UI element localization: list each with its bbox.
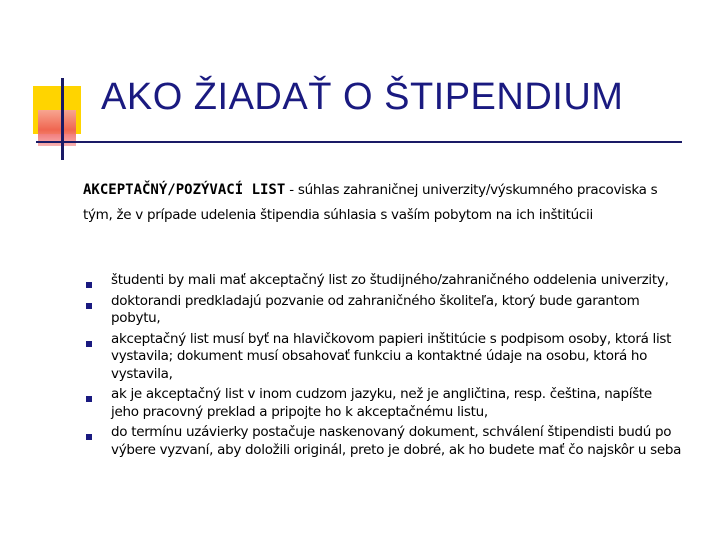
bullet-square-icon xyxy=(86,434,92,440)
list-item xyxy=(83,331,683,384)
bullet-square-icon xyxy=(86,282,92,288)
list-item-text: študenti by mali mať akceptačný list zo študijného/zahraničného oddelenia univerzity, xyxy=(111,272,669,288)
list-item-text: ak je akceptačný list v inom cudzom jazyku, než je angličtina, resp. čeština, napíšte jeho pracovný preklad a pripojte ho k akceptačnému listu, xyxy=(111,386,652,420)
intro-text: - súhlas zahraničnej univerzity/výskumného pracoviska s tým, že v prípade udelenia štipendia súhlasia s vaším pobytom na ich inštitúcii xyxy=(83,182,658,223)
logo-vertical-line xyxy=(61,78,64,160)
list-item xyxy=(83,386,683,421)
list-item-text: akceptačný list musí byť na hlavičkovom papieri inštitúcie s podpisom osoby, ktorá list vystavila; dokument musí obsahovať funkciu a kontaktné údaje na osobu, ktorá ho vystavila, xyxy=(111,330,672,382)
title-underline-rule xyxy=(36,141,682,143)
list-item xyxy=(83,272,683,290)
bullet-square-icon xyxy=(86,341,92,347)
list-item-text: do termínu uzávierky postačuje naskenovaný dokument, schválení štipendisti budú po výbere vyzvaní, aby doložili originál, preto je dobré, ak ho budete mať čo najskôr u seba xyxy=(111,424,682,458)
intro-paragraph xyxy=(83,178,683,228)
slide-title: AKO ŽIADAŤ O ŠTIPENDIUM xyxy=(101,76,624,118)
bullet-square-icon xyxy=(86,396,92,402)
bullet-list xyxy=(83,272,683,462)
list-item xyxy=(83,424,683,459)
intro-term: AKCEPTAČNÝ/POZÝVACÍ LIST xyxy=(83,182,286,198)
list-item-text: doktorandi predkladajú pozvanie od zahraničného školiteľa, ktorý bude garantom pobytu, xyxy=(111,292,640,326)
bullet-square-icon xyxy=(86,303,92,309)
list-item xyxy=(83,293,683,328)
